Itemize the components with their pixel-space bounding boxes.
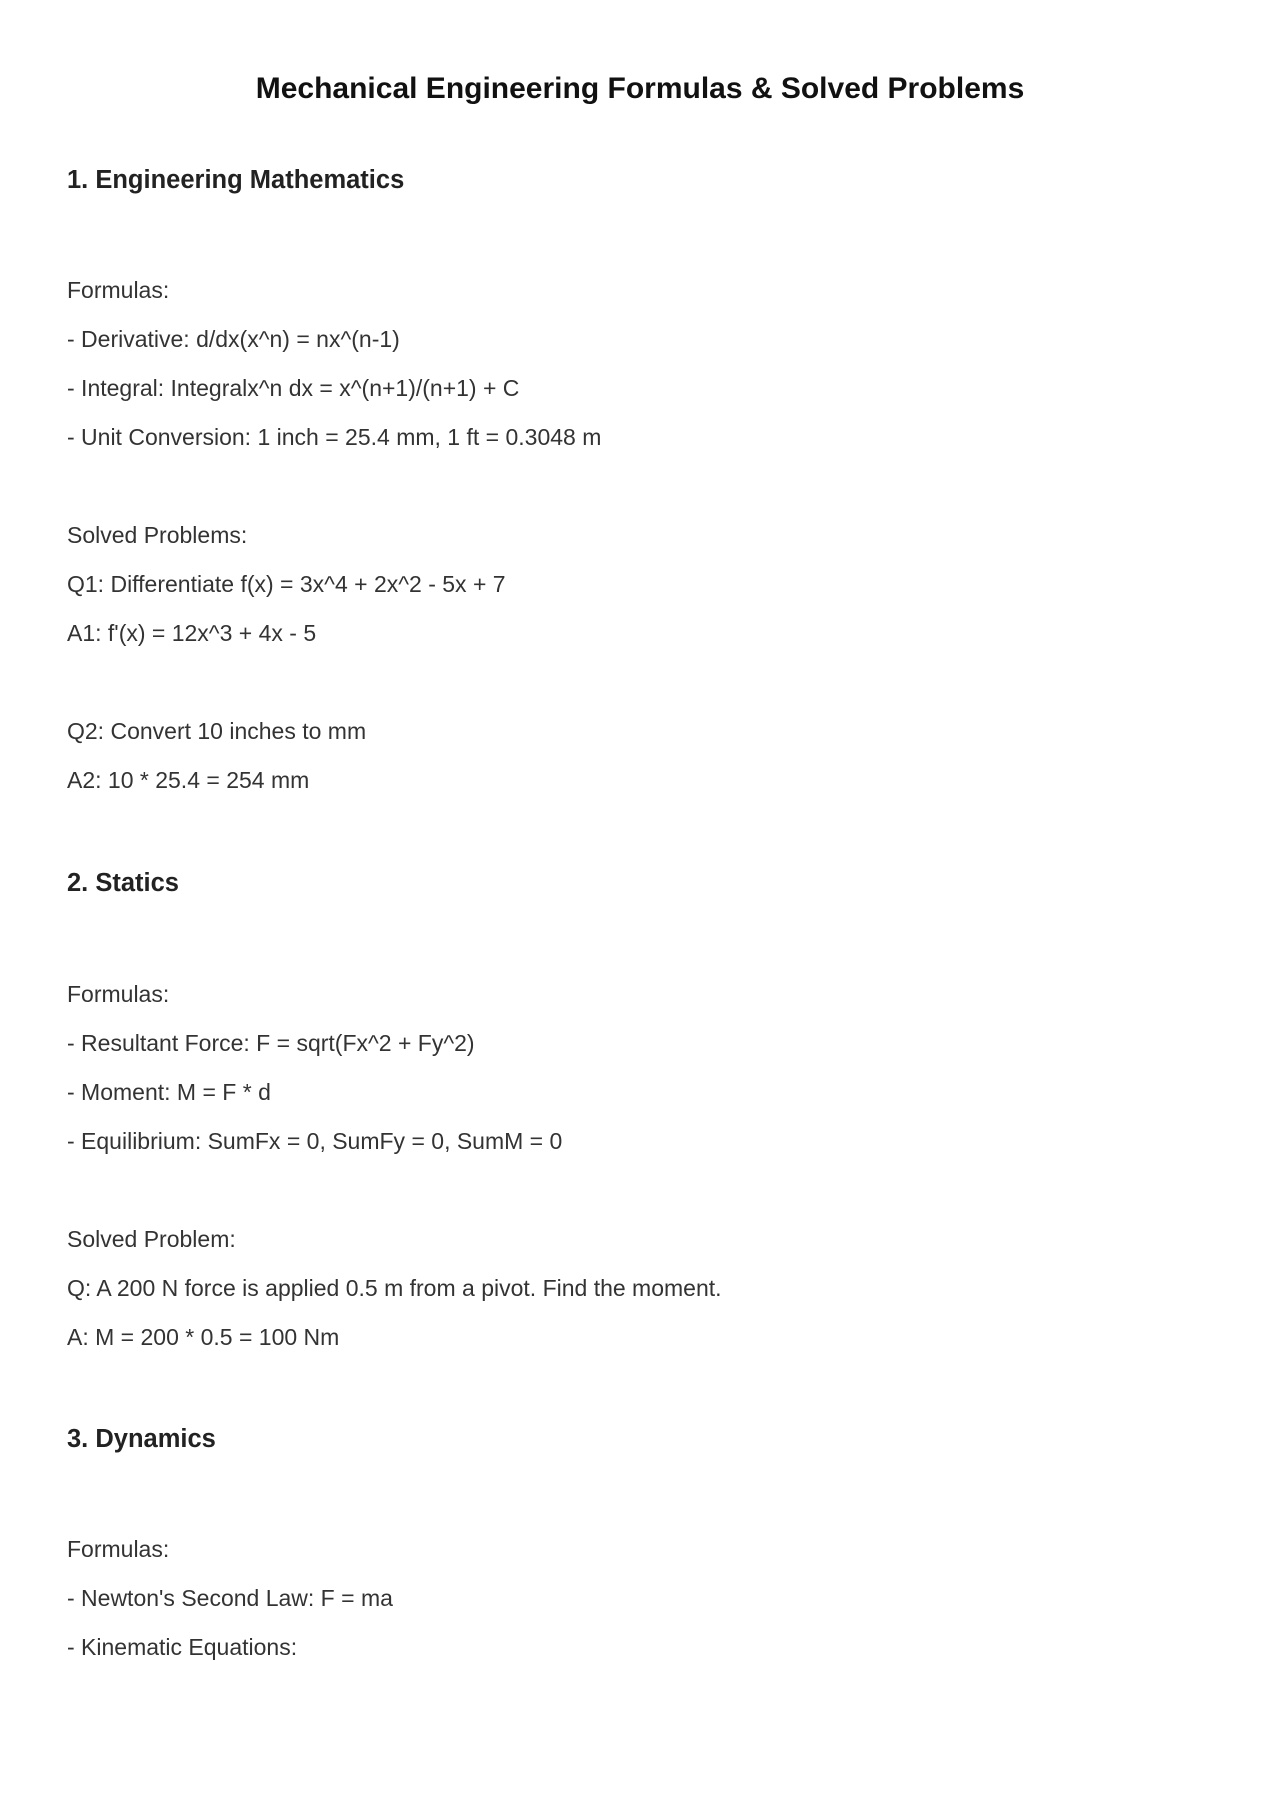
- solved-problem-label: Solved Problem:: [67, 1226, 236, 1252]
- answer-a1: A1: f'(x) = 12x^3 + 4x - 5: [67, 620, 317, 646]
- section-heading-dynamics: 3. Dynamics: [67, 1425, 216, 1453]
- answer-a2: A2: 10 * 25.4 = 254 mm: [67, 767, 310, 793]
- section-heading-engineering-mathematics: 1. Engineering Mathematics: [67, 166, 405, 194]
- question-q2: Q2: Convert 10 inches to mm: [67, 718, 367, 744]
- section-heading-statics: 2. Statics: [67, 869, 179, 897]
- solved-problems-label: Solved Problems:: [67, 522, 248, 548]
- formula-derivative: - Derivative: d/dx(x^n) = nx^(n-1): [67, 326, 400, 352]
- formulas-label: Formulas:: [67, 1536, 170, 1562]
- formula-moment: - Moment: M = F * d: [67, 1079, 271, 1105]
- question-q1: Q1: Differentiate f(x) = 3x^4 + 2x^2 - 5x + 7: [67, 571, 506, 597]
- formula-equilibrium: - Equilibrium: SumFx = 0, SumFy = 0, SumM = 0: [67, 1128, 563, 1154]
- question-moment: Q: A 200 N force is applied 0.5 m from a pivot. Find the moment.: [67, 1275, 722, 1301]
- formula-unit-conversion: - Unit Conversion: 1 inch = 25.4 mm, 1 ft = 0.3048 m: [67, 424, 602, 450]
- formula-resultant-force: - Resultant Force: F = sqrt(Fx^2 + Fy^2): [67, 1030, 475, 1056]
- answer-moment: A: M = 200 * 0.5 = 100 Nm: [67, 1324, 340, 1350]
- formula-kinematic-equations: - Kinematic Equations:: [67, 1634, 298, 1660]
- formulas-label: Formulas:: [67, 981, 170, 1007]
- formula-integral: - Integral: Integralx^n dx = x^(n+1)/(n+1) + C: [67, 375, 520, 401]
- formula-newtons-second-law: - Newton's Second Law: F = ma: [67, 1585, 393, 1611]
- document-title: Mechanical Engineering Formulas & Solved Problems: [255, 72, 1025, 105]
- formulas-label: Formulas:: [67, 277, 170, 303]
